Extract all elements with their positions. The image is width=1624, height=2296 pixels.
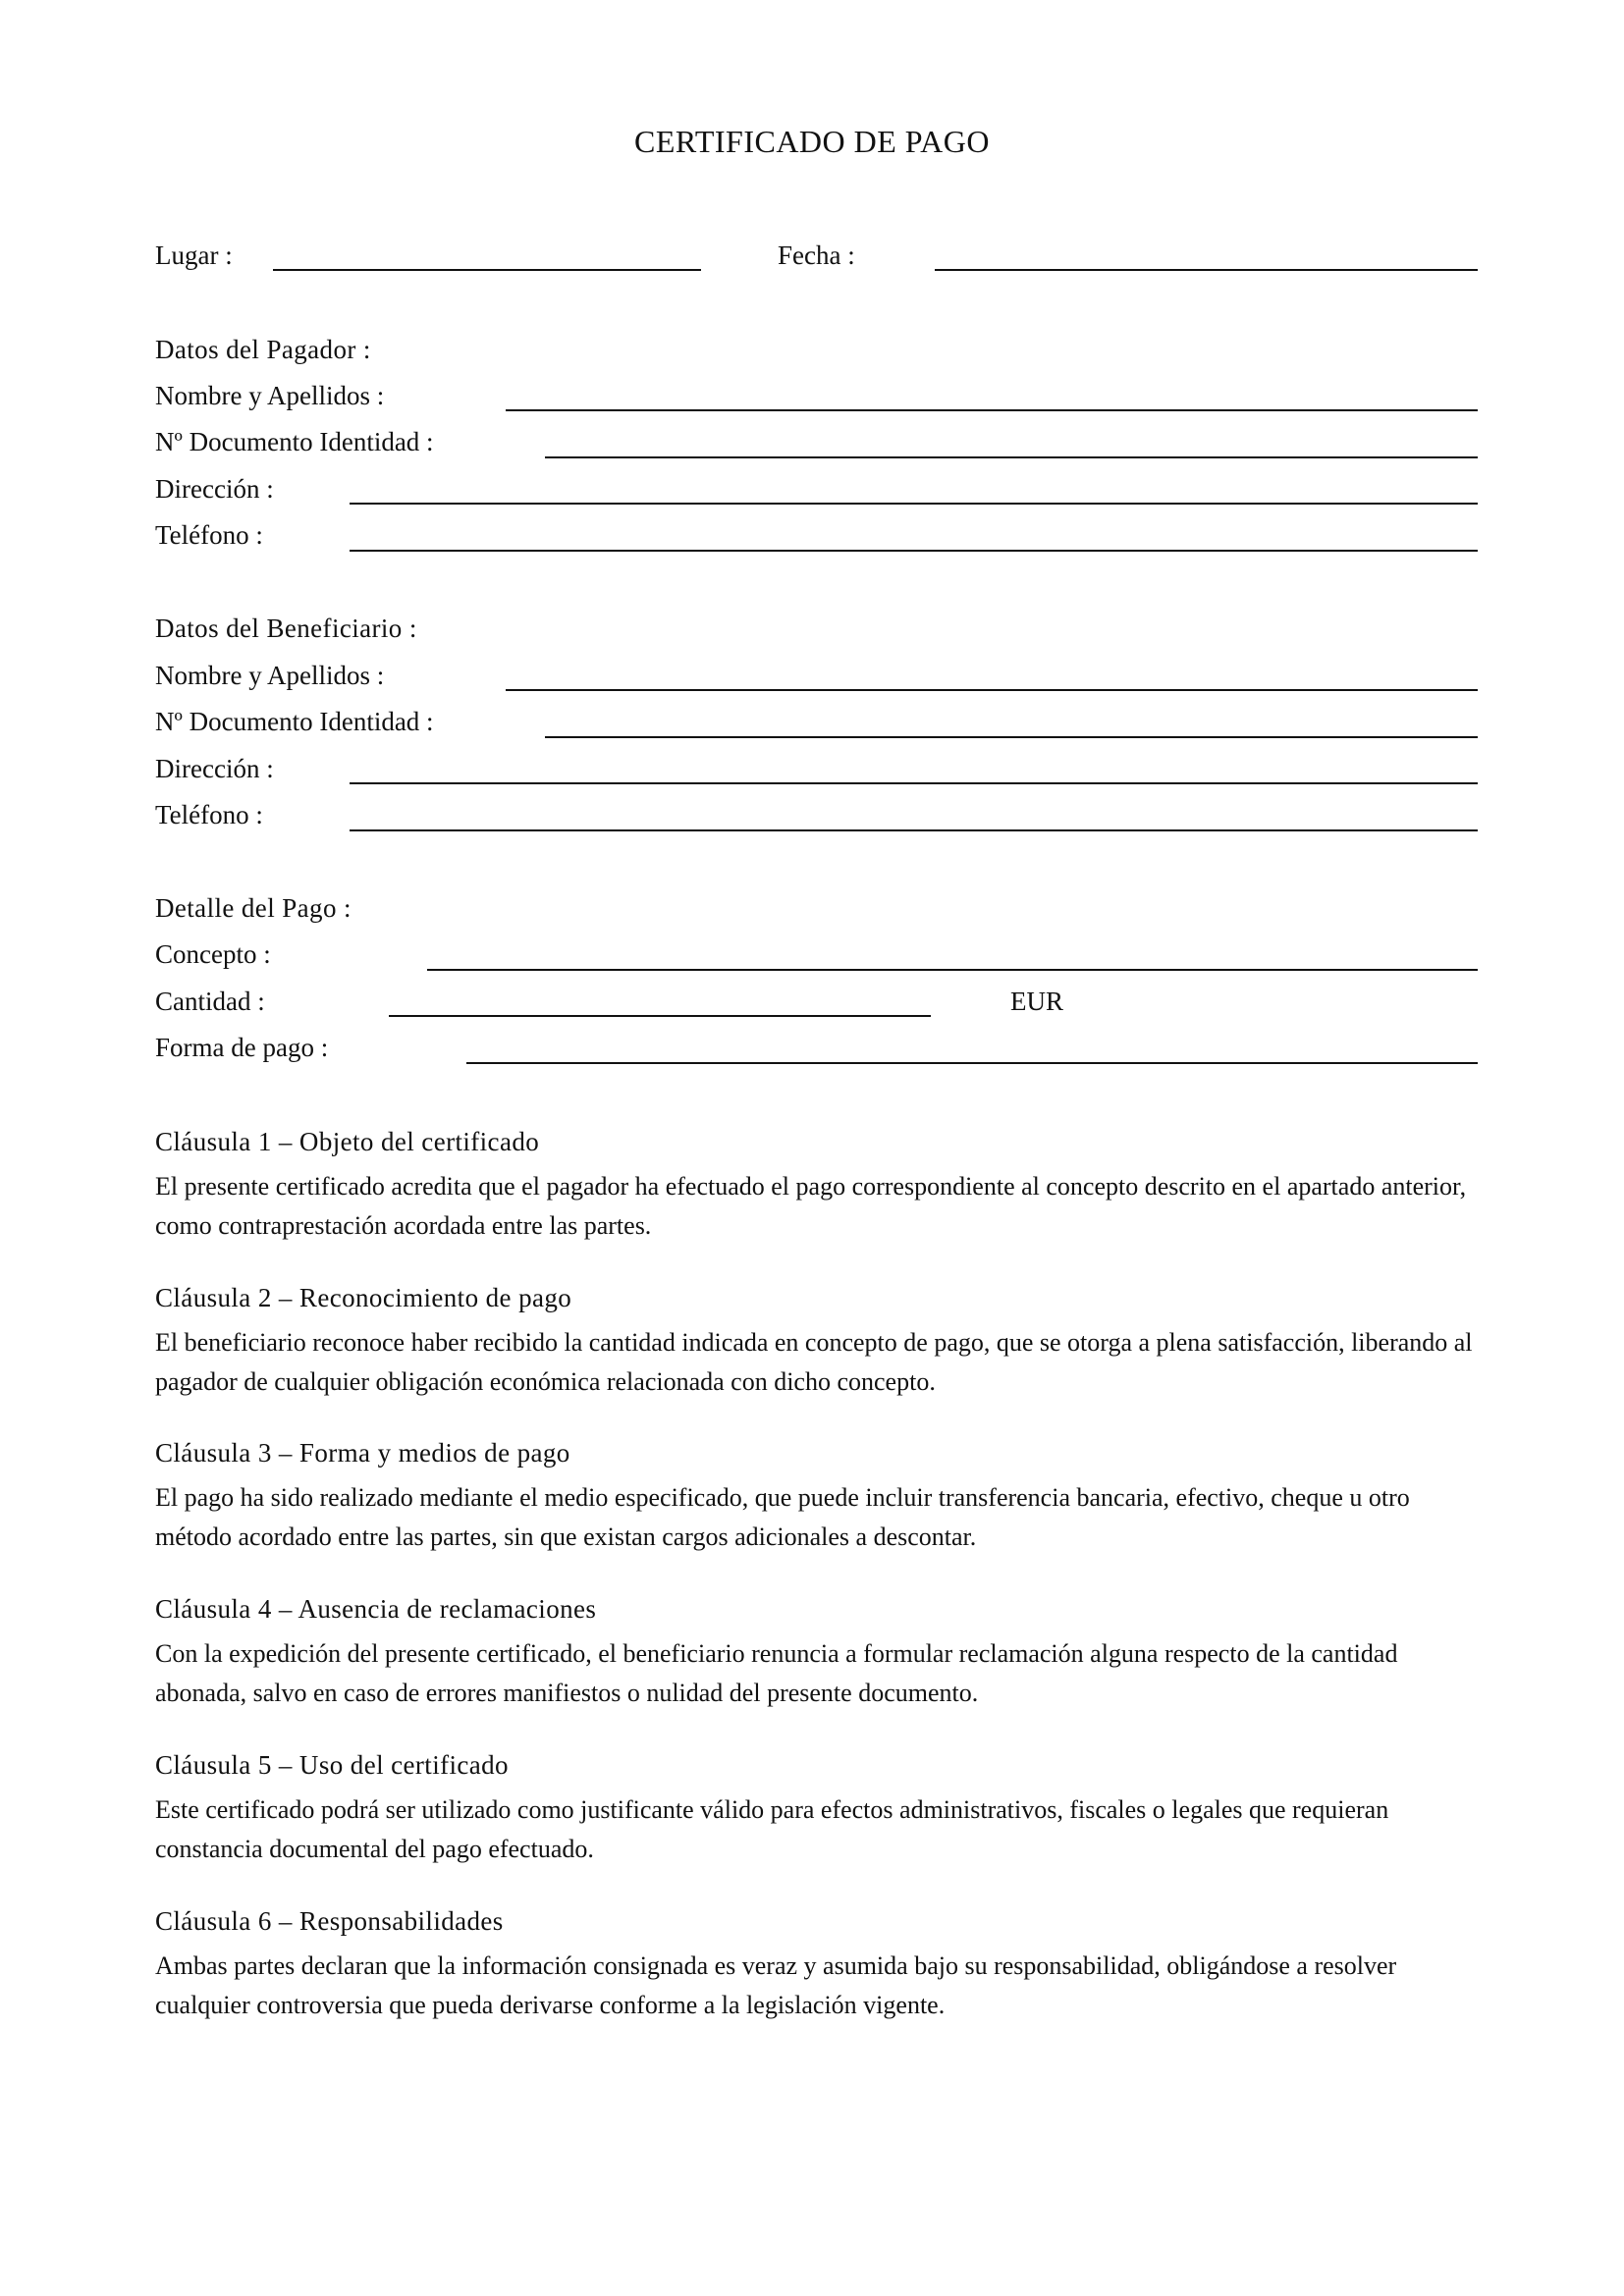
- beneficiario-direccion-field[interactable]: [350, 782, 1478, 784]
- clause-3-title: Cláusula 3 – Forma y medios de pago: [155, 1438, 570, 1468]
- clause-4-title: Cláusula 4 – Ausencia de reclamaciones: [155, 1594, 597, 1624]
- pagador-nombre-field[interactable]: [506, 409, 1478, 411]
- clause-3-text: El pago ha sido realizado mediante el medio especificado, que puede incluir transferencia bancaria, efectivo, cheque u otro método acordado entre las partes, sin que existan cargos adicionales a descontar.: [155, 1483, 1410, 1551]
- pagador-telefono-label: Teléfono :: [155, 520, 263, 550]
- pago-section-title: Detalle del Pago :: [155, 893, 352, 923]
- currency-label: EUR: [1010, 987, 1063, 1016]
- pagador-telefono-field[interactable]: [350, 550, 1478, 552]
- document-title: CERTIFICADO DE PAGO: [634, 124, 990, 159]
- clause-6-title: Cláusula 6 – Responsabilidades: [155, 1906, 504, 1936]
- beneficiario-nombre-field[interactable]: [506, 689, 1478, 691]
- fecha-label: Fecha :: [778, 240, 855, 270]
- beneficiario-section-title: Datos del Beneficiario :: [155, 614, 417, 643]
- clause-2-title: Cláusula 2 – Reconocimiento de pago: [155, 1283, 572, 1312]
- cantidad-field[interactable]: [389, 1015, 931, 1017]
- beneficiario-telefono-label: Teléfono :: [155, 800, 263, 829]
- clause-2-text: El beneficiario reconoce haber recibido la cantidad indicada en concepto de pago, que se otorga a plena satisfacción, liberando al pagador de cualquier obligación económica relacionada con dicho concepto.: [155, 1328, 1473, 1396]
- lugar-label: Lugar :: [155, 240, 233, 270]
- lugar-field[interactable]: [273, 269, 701, 271]
- beneficiario-direccion-label: Dirección :: [155, 754, 274, 783]
- forma-pago-label: Forma de pago :: [155, 1033, 329, 1062]
- pagador-section-title: Datos del Pagador :: [155, 335, 371, 364]
- beneficiario-telefono-field[interactable]: [350, 829, 1478, 831]
- pagador-direccion-label: Dirección :: [155, 474, 274, 504]
- clause-6-text: Ambas partes declaran que la información consignada es veraz y asumida bajo su responsabilidad, obligándose a resolver cualquier controversia que pueda derivarse conforme a la legislación vigente.: [155, 1951, 1397, 2019]
- clause-5-title: Cláusula 5 – Uso del certificado: [155, 1750, 509, 1780]
- concepto-field[interactable]: [427, 969, 1478, 971]
- forma-pago-field[interactable]: [466, 1062, 1478, 1064]
- clause-1-title: Cláusula 1 – Objeto del certificado: [155, 1127, 540, 1156]
- clause-5-text: Este certificado podrá ser utilizado como justificante válido para efectos administrativos, fiscales o legales que requieran constancia documental del pago efectuado.: [155, 1795, 1389, 1863]
- pagador-documento-label: Nº Documento Identidad :: [155, 427, 434, 456]
- clause-1-text: El presente certificado acredita que el pagador ha efectuado el pago correspondiente al concepto descrito en el apartado anterior, como contraprestación acordada entre las partes.: [155, 1172, 1467, 1240]
- beneficiario-documento-label: Nº Documento Identidad :: [155, 707, 434, 736]
- pagador-direccion-field[interactable]: [350, 503, 1478, 505]
- clause-4-text: Con la expedición del presente certificado, el beneficiario renuncia a formular reclamación alguna respecto de la cantidad abonada, salvo en caso de errores manifiestos o nulidad del presente documento.: [155, 1639, 1398, 1707]
- concepto-label: Concepto :: [155, 939, 271, 969]
- cantidad-label: Cantidad :: [155, 987, 265, 1016]
- pagador-documento-field[interactable]: [545, 456, 1478, 458]
- fecha-field[interactable]: [935, 269, 1478, 271]
- beneficiario-nombre-label: Nombre y Apellidos :: [155, 661, 385, 690]
- beneficiario-documento-field[interactable]: [545, 736, 1478, 738]
- pagador-nombre-label: Nombre y Apellidos :: [155, 381, 385, 410]
